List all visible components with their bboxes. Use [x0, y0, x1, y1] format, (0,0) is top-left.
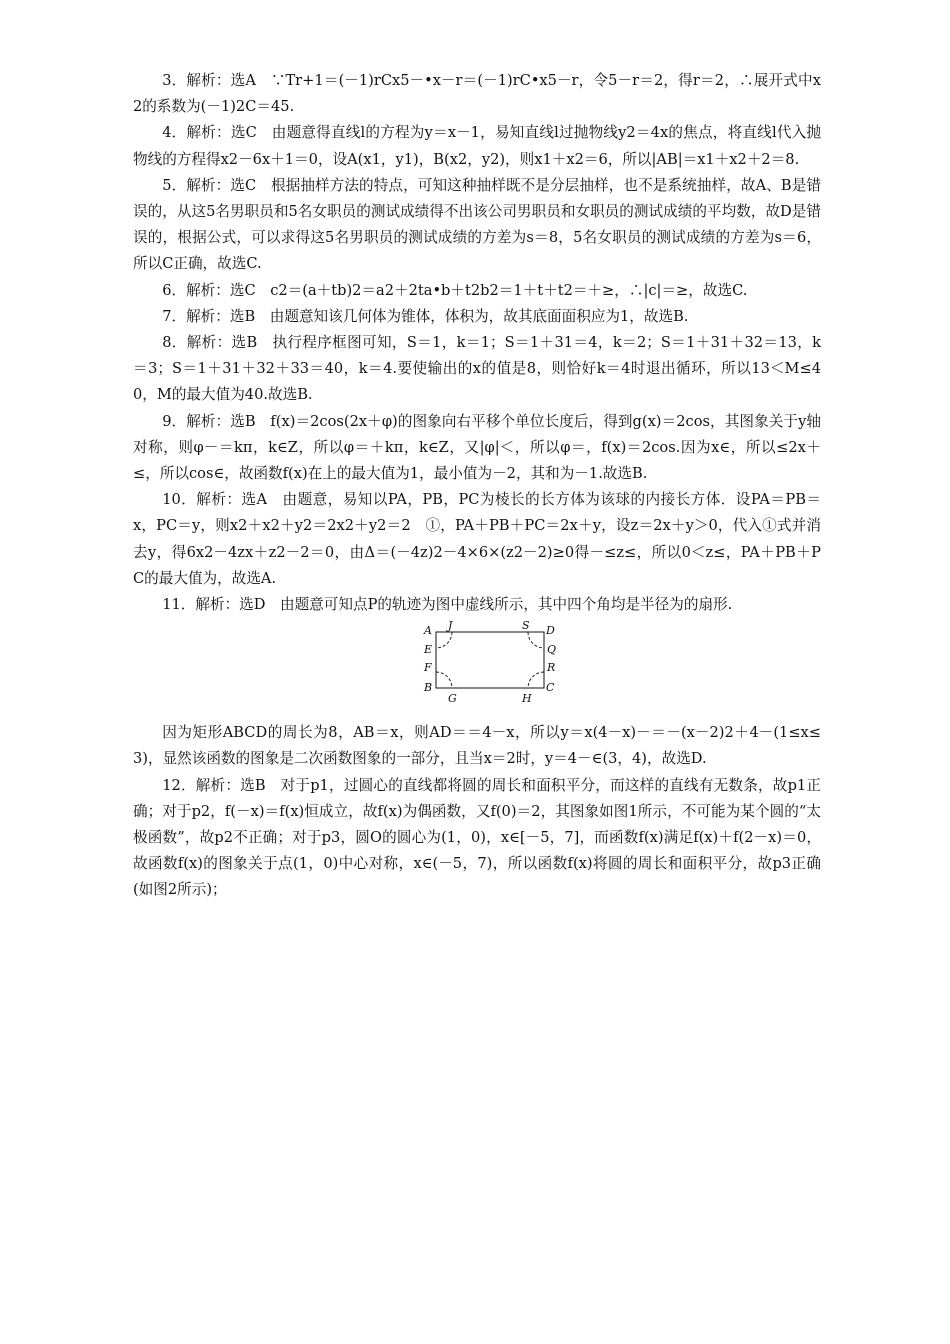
solution-7: 7．解析：选B 由题意知该几何体为锥体，体积为，故其底面面积应为1，故选B.	[162, 307, 689, 325]
solutions-content	[133, 68, 821, 904]
arc-corner-a	[436, 632, 452, 648]
label-q: Q	[547, 643, 557, 657]
solution-5: 5．解析：选C 根据抽样方法的特点，可知这种抽样既不是分层抽样，也不是系统抽样，故A、B是错误的，从这5名男职员和5名女职员的测试成绩得不出该公司男职员和女职员的测试成绩的平均数，故D是错误的，根据公式，可以求得这5名男职员的测试成绩的方差为s＝8，5名女职员的测试成绩的方差为s＝6，所以C正确，故选C.	[133, 176, 821, 273]
arc-corner-c	[528, 672, 544, 688]
label-d: D	[546, 624, 555, 638]
label-s: S	[522, 620, 530, 633]
solution-3: 3．解析：选A ∵Tr+1＝(－1)rCx5－•x－r＝(－1)rC•x5－r，令5－r＝2，得r＝2，∴展开式中x2的系数为(－1)2C＝45.	[133, 72, 821, 116]
label-f: F	[424, 661, 432, 675]
label-g: G	[448, 692, 457, 706]
solution-10: 10．解析：选A 由题意，易知以PA，PB，PC为棱长的长方体为该球的内接长方体．设PA＝PB＝x，PC＝y，则x2＋x2＋y2＝2x2＋y2＝2 ①，PA＋PB＋PC＝2x＋y，设z＝2x＋y＞0，代入①式并消去y，得6x2－4zx＋z2－2＝0，由Δ＝(－4z)2－4×6×(z2－2)≥0得－≤z≤，所以0＜z≤，PA＋PB＋PC的最大值为，故选A.	[133, 491, 821, 587]
label-h: H	[522, 692, 532, 706]
label-c: C	[546, 681, 555, 695]
solution-8: 8．解析：选B 执行程序框图可知，S＝1，k＝1；S＝1＋31＝4，k＝2；S＝1＋31＋32＝13，k＝3；S＝1＋31＋32＋33＝40，k＝4.要使输出的x的值是8，则恰好k＝4时退出循环，所以13＜M≤40，M的最大值为40.故选B.	[133, 334, 821, 404]
solution-6: 6．解析：选C c2＝(a＋tb)2＝a2＋2ta•b＋t2b2＝1＋t＋t2＝＋≥，∴|c|＝≥，故选C.	[162, 281, 748, 299]
label-j: J	[448, 620, 453, 633]
arc-corner-d	[528, 632, 544, 648]
solution-4: 4．解析：选C 由题意得直线l的方程为y＝x－1，易知直线l过抛物线y2＝4x的焦点，将直线l代入抛物线的方程得x2－6x＋1＝0，设A(x1，y1)，B(x2，y2)，则x1＋x2＝6，所以|AB|＝x1＋x2＋2＝8.	[133, 124, 821, 168]
solution-11: 11．解析：选D 由题意可知点P的轨迹为图中虚线所示，其中四个角均是半径为的扇形.	[162, 596, 733, 614]
label-e: E	[424, 643, 433, 657]
rectangle-diagram	[422, 620, 557, 714]
solution-11-continued: 因为矩形ABCD的周长为8，AB＝x，则AD＝＝4－x，所以y＝x(4－x)－＝－(x－2)2＋4－(1≤x≤3)，显然该函数的图象是二次函数图象的一部分，且当x＝2时，y＝4－∈(3，4)，故选D.	[133, 724, 821, 768]
arc-corner-b	[436, 672, 452, 688]
label-r: R	[547, 661, 556, 675]
solution-12: 12．解析：选B 对于p1，过圆心的直线都将圆的周长和面积平分，而这样的直线有无数条，故p1正确；对于p2，f(－x)＝f(x)恒成立，故f(x)为偶函数，又f(0)＝2，其图象如图1所示，不可能为某个圆的“太极函数”，故p2不正确；对于p3，圆O的圆心为(1，0)，x∈[－5，7]，而函数f(x)满足f(x)＋f(2－x)＝0，故函数f(x)的图象关于点(1，0)中心对称，x∈(－5，7)，所以函数f(x)将圆的周长和面积平分，故p3正确(如图2所示)；	[133, 776, 821, 899]
label-a: A	[424, 624, 432, 638]
rectangle-figure	[133, 620, 821, 716]
solution-9: 9．解析：选B f(x)＝2cos(2x＋φ)的图象向右平移个单位长度后，得到g(x)＝2cos，其图象关于y轴对称，则φ－＝kπ，k∈Z，所以φ＝＋kπ，k∈Z，又|φ|＜，所以φ＝，f(x)＝2cos.因为x∈，所以≤2x＋≤，所以cos∈，故函数f(x)在上的最大值为1，最小值为－2，其和为－1.故选B.	[133, 412, 821, 483]
rectangle-abcd	[436, 632, 544, 688]
label-b: B	[424, 681, 433, 695]
